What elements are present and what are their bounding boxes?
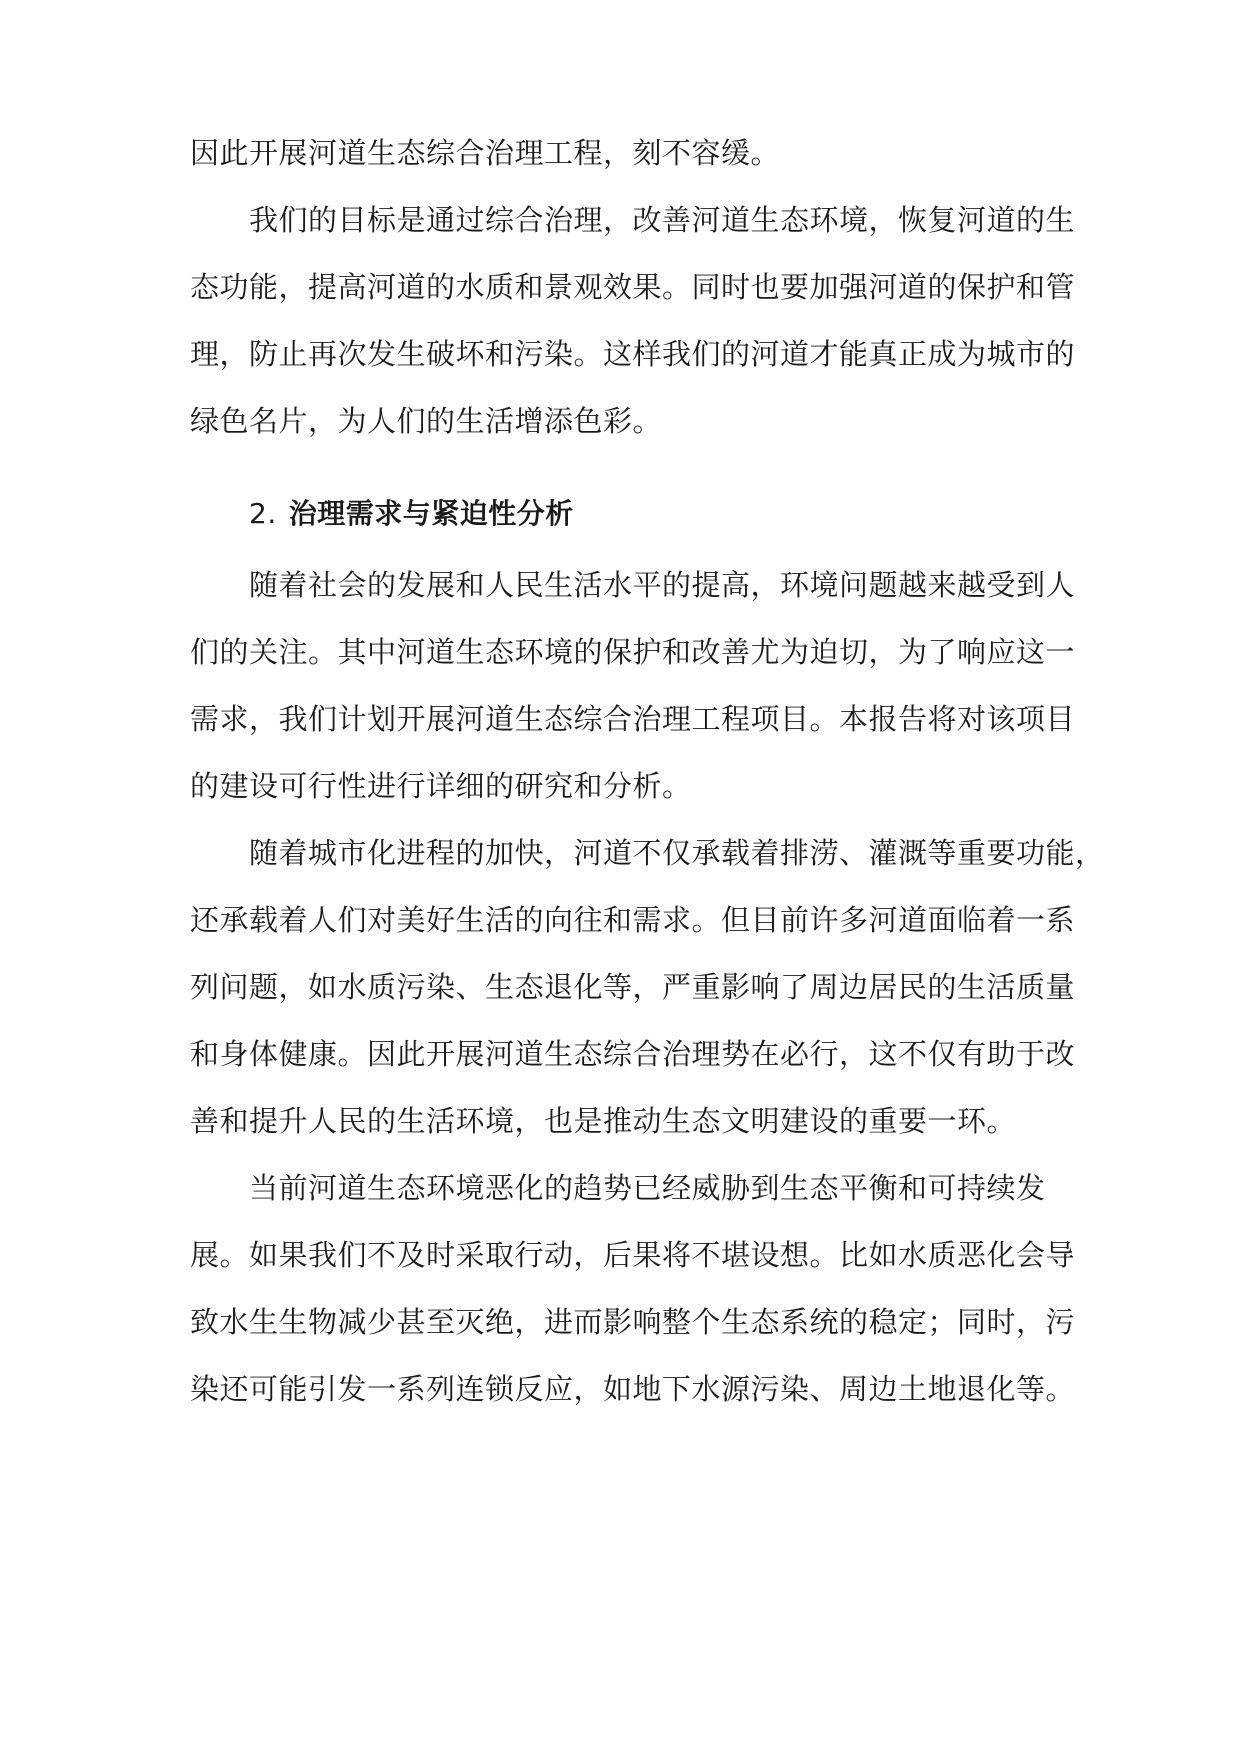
paragraph-3-line: 善和提升人民的生活环境，也是推动生态文明建设的重要一环。 <box>190 1104 1017 1138</box>
paragraph-4-line: 染还可能引发一系列连锁反应，如地下水源污染、周边土地退化等。 <box>190 1372 1076 1406</box>
paragraph-4-line: 致水生生物减少甚至灭绝，进而影响整个生态系统的稳定；同时，污 <box>190 1305 1076 1339</box>
paragraph-1-line: 态功能，提高河道的水质和景观效果。同时也要加强河道的保护和管 <box>190 270 1076 304</box>
paragraph-4-line: 展。如果我们不及时采取行动，后果将不堪设想。比如水质恶化会导 <box>190 1238 1076 1272</box>
section-heading <box>249 494 574 534</box>
paragraph-1-line: 我们的目标是通过综合治理，改善河道生态环境，恢复河道的生 <box>249 203 1076 237</box>
paragraph-1-line: 绿色名片，为人们的生活增添色彩。 <box>190 404 663 438</box>
paragraph-2-line: 随着社会的发展和人民生活水平的提高，环境问题越来越受到人 <box>249 568 1076 602</box>
paragraph-2-line: 的建设可行性进行详细的研究和分析。 <box>190 769 692 803</box>
paragraph-3-line: 随着城市化进程的加快，河道不仅承载着排涝、灌溉等重要功能， <box>249 836 1105 870</box>
section-title: 治理需求与紧迫性分析 <box>288 497 574 530</box>
paragraph-2-line: 们的关注。其中河道生态环境的保护和改善尤为迫切，为了响应这一 <box>190 635 1076 669</box>
paragraph-2-line: 需求，我们计划开展河道生态综合治理工程项目。本报告将对该项目 <box>190 702 1076 736</box>
paragraph-3-line: 还承载着人们对美好生活的向往和需求。但目前许多河道面临着一系 <box>190 903 1076 937</box>
paragraph-1-line: 理，防止再次发生破坏和污染。这样我们的河道才能真正成为城市的 <box>190 337 1076 371</box>
intro-line: 因此开展河道生态综合治理工程，刻不容缓。 <box>190 136 781 170</box>
paragraph-3-line: 和身体健康。因此开展河道生态综合治理势在必行，这不仅有助于改 <box>190 1037 1076 1071</box>
paragraph-3-line: 列问题，如水质污染、生态退化等，严重影响了周边居民的生活质量 <box>190 970 1076 1004</box>
paragraph-4-line: 当前河道生态环境恶化的趋势已经威胁到生态平衡和可持续发 <box>249 1171 1046 1205</box>
section-number: 2. <box>249 497 277 530</box>
